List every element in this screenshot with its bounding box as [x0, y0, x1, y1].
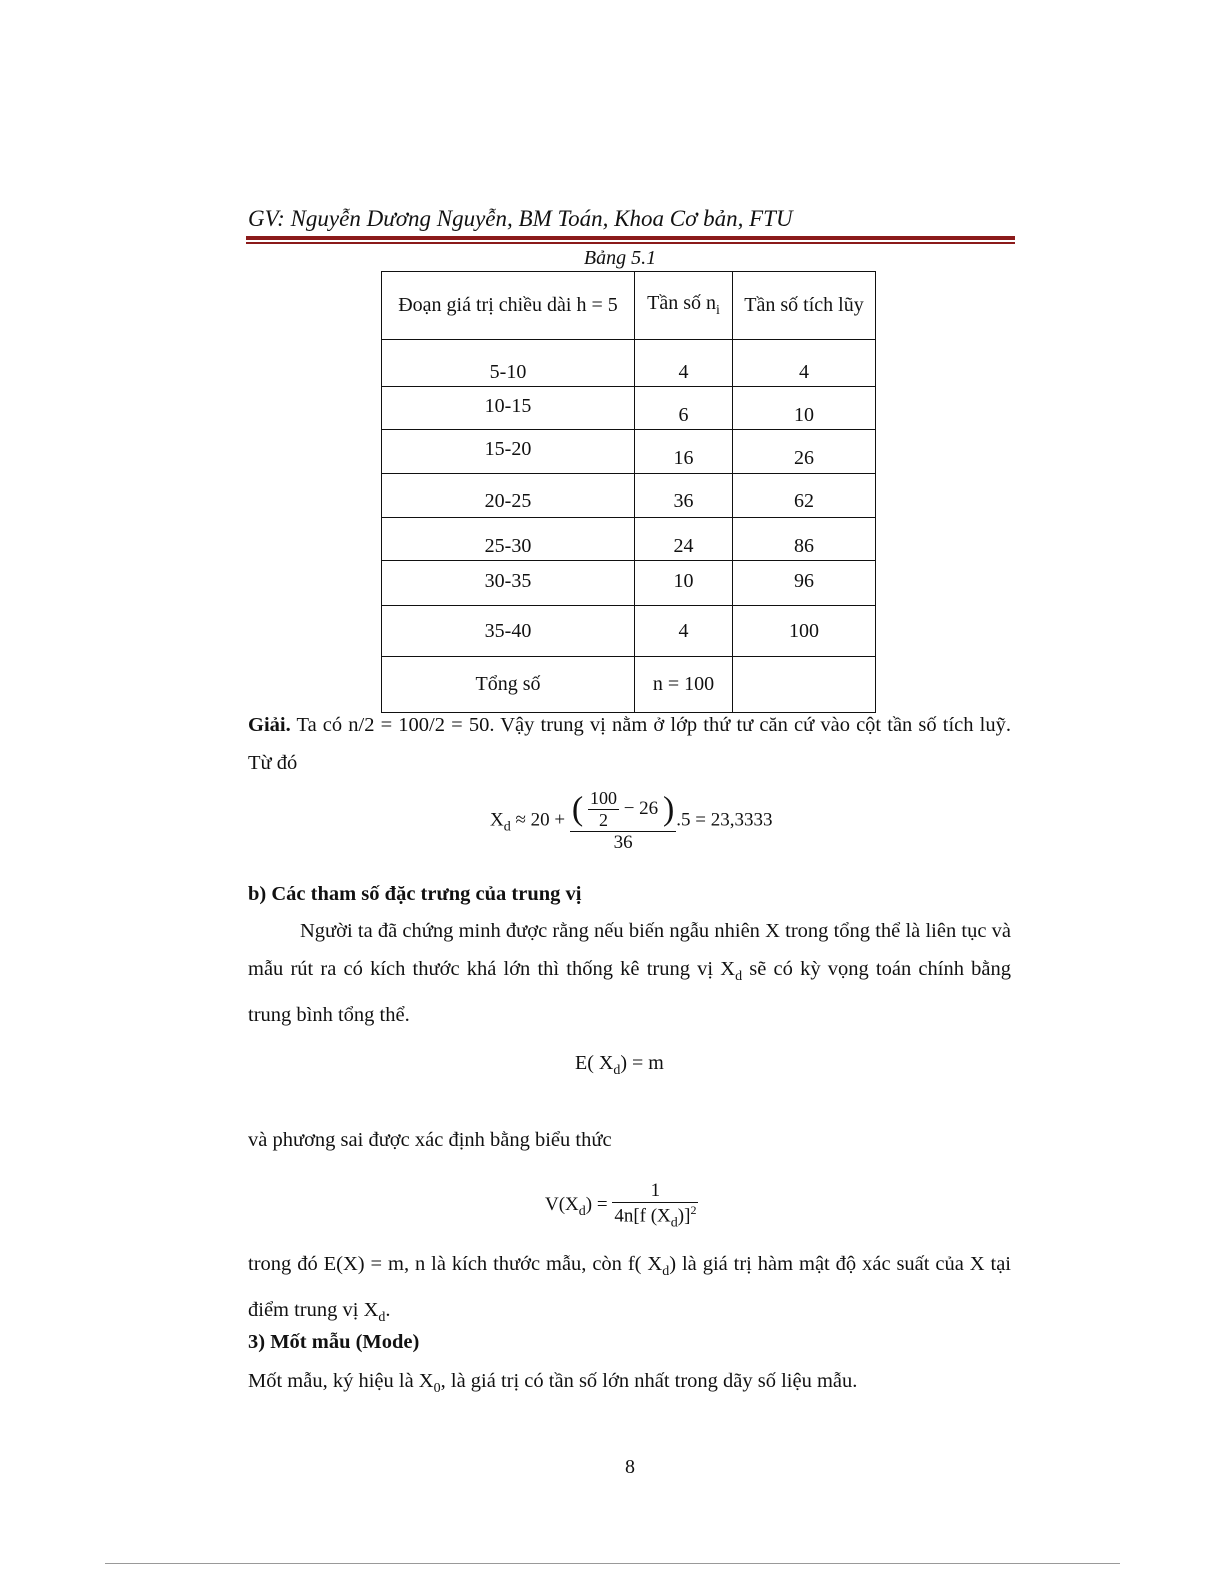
table-row — [382, 430, 876, 474]
section-b-paragraph-3: trong đó E(X) = m, n là kích thước mẫu, còn f( $X_d$) là giá trị hàm mật độ xác suất của X tại điểm trung vị $X_d$. — [248, 1253, 1011, 1325]
section-b-title: b) Các tham số đặc trưng của trung vị — [248, 883, 582, 905]
interval-cell: 5-10 — [382, 340, 635, 387]
frequency-cell: 6 — [635, 387, 733, 430]
variance-equation: $V(X_d)$ = $\frac{1}{4n[f (X_d)]^2}$ — [545, 1180, 697, 1231]
header-cell-frequency: Tần số $n_i$ — [635, 272, 733, 340]
frequency-cell: 36 — [635, 474, 733, 518]
cumulative-cell: 26 — [733, 430, 876, 474]
table-row — [382, 340, 876, 387]
section-b-paragraph-2: và phương sai được xác định bằng biểu thức — [248, 1129, 612, 1151]
total-empty-cell — [733, 657, 876, 713]
frequency-cell: 16 — [635, 430, 733, 474]
cumulative-cell: 62 — [733, 474, 876, 518]
interval-cell: 25-30 — [382, 518, 635, 561]
table-total-row — [382, 657, 876, 713]
frequency-cell: 10 — [635, 561, 733, 606]
table-row — [382, 606, 876, 657]
page-number: 8 — [625, 1456, 635, 1478]
table-row — [382, 474, 876, 518]
cumulative-cell: 100 — [733, 606, 876, 657]
interval-cell: 35-40 — [382, 606, 635, 657]
header-rule-thick — [246, 236, 1015, 240]
cumulative-cell: 4 — [733, 340, 876, 387]
frequency-cell: 4 — [635, 340, 733, 387]
header-rule-thin — [246, 242, 1015, 244]
solution-paragraph — [248, 706, 1011, 782]
table-row — [382, 518, 876, 561]
section-3-title: 3) Mốt mẫu (Mode) — [248, 1331, 420, 1353]
solution-label: Giải. — [248, 714, 291, 736]
expectation-equation: E( $X_d) = m$ — [575, 1052, 664, 1078]
section-b-paragraph-1: Người ta đã chứng minh được rằng nếu biến ngẫu nhiên X trong tổng thể là liên tục và mẫu rút ra có kích thước khá lớn thì thống kê trung vị $X_d$ sẽ có kỳ vọng toán chính bằng trung bình tổng thể. — [248, 920, 1011, 1026]
interval-cell: 20-25 — [382, 474, 635, 518]
table-caption: Bảng 5.1 — [583, 247, 657, 269]
interval-cell: 10-15 — [382, 387, 635, 430]
frequency-table — [381, 271, 876, 713]
interval-cell: 30-35 — [382, 561, 635, 606]
total-label-cell: Tổng số — [382, 657, 635, 713]
page-header: GV: Nguyễn Dương Nguyễn, BM Toán, Khoa Cơ bản, FTU — [248, 206, 793, 231]
total-value-cell: n = 100 — [635, 657, 733, 713]
frequency-cell: 24 — [635, 518, 733, 561]
header-cell-interval: Đoạn giá trị chiều dài h = 5 — [382, 272, 635, 340]
interval-cell: 15-20 — [382, 430, 635, 474]
cumulative-cell: 86 — [733, 518, 876, 561]
cumulative-cell: 96 — [733, 561, 876, 606]
cumulative-cell: 10 — [733, 387, 876, 430]
solution-text: Ta có n/2 = 100/2 = 50. Vậy trung vị nằm ở lớp thứ tư căn cứ vào cột tần số tích luỹ. Từ đó — [248, 714, 1011, 774]
table-row — [382, 387, 876, 430]
table-header-row — [382, 272, 876, 340]
header-cell-cumulative: Tần số tích lũy — [733, 272, 876, 340]
table-row — [382, 561, 876, 606]
section-3-paragraph: Mốt mẫu, ký hiệu là $X_0$, là giá trị có tần số lớn nhất trong dãy số liệu mẫu. — [248, 1370, 858, 1396]
median-formula: $X_d \approx 20$ + ( $\frac{100}{2}$ − 26 ) 36 .5 = 23,3333 — [490, 788, 773, 853]
footer-rule — [105, 1563, 1120, 1564]
frequency-cell: 4 — [635, 606, 733, 657]
